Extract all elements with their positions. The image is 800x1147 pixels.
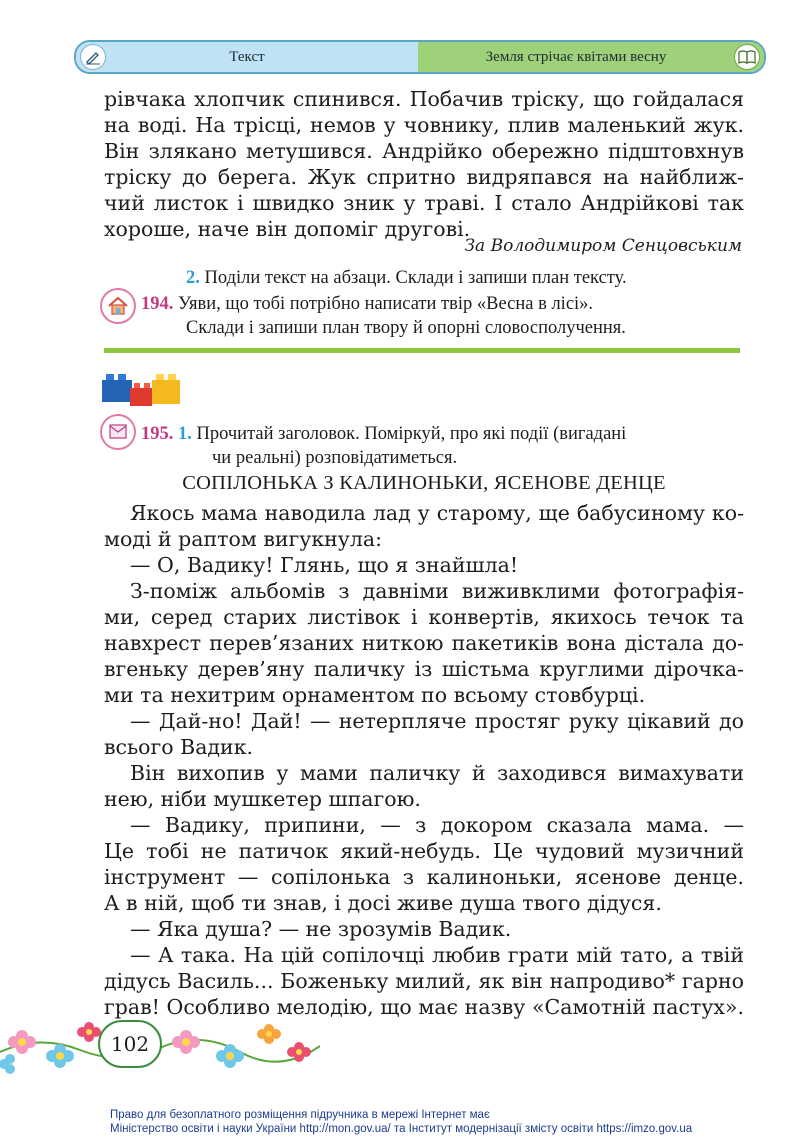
text-line: дідусь Василь... Боженьку милий, як він напродиво* гарно	[104, 969, 744, 993]
text-line: моді й раптом вигукнула:	[104, 527, 383, 551]
footer-line: Право для безоплатного розміщення підручника в мережі Інтернет має	[110, 1109, 490, 1121]
task-number: 2.	[186, 268, 200, 288]
text-line: А в ній, щоб ти знав, і досі живе душа твого дідуся.	[104, 891, 662, 915]
task-195-continued: чи реальні) розповідатиметься.	[212, 448, 458, 468]
page-number: 102	[98, 1020, 162, 1068]
task-195	[141, 422, 626, 446]
text-line: — О, Вадику! Глянь, що я знайшла!	[130, 553, 519, 577]
task-2	[186, 266, 627, 290]
text-line: ми, серед старих листівок і конвертів, якихось течок та	[104, 605, 744, 629]
read-task-icon	[100, 414, 136, 450]
task-subnumber: 1.	[178, 424, 192, 444]
header-section-text	[76, 42, 418, 72]
text-line: Він вихопив у мами паличку й заходився вимахувати	[130, 761, 744, 785]
text-line: хороше, наче він допоміг другові.	[104, 217, 471, 241]
text-line: З-поміж альбомів з давніми виживклими фотографія-	[130, 579, 744, 603]
text-line: Це тобі не патичок який-небудь. Це чудовий музичний	[104, 839, 744, 863]
text-line: — Вадику, припини, — з докором сказала мама. —	[130, 813, 744, 837]
task-text: Поділи текст на абзаци. Склади і запиши план тексту.	[204, 268, 627, 288]
footer-line: Міністерство освіти і науки України http://mon.gov.ua/ та Інститут модернізації змісту освіти https://imzo.gov.ua	[110, 1123, 693, 1135]
task-194	[141, 292, 593, 316]
text-line: Якось мама наводила лад у старому, ще бабусиному ко-	[130, 501, 744, 525]
story-title: СОПІЛОНЬКА З КАЛИНОНЬКИ, ЯСЕНОВЕ ДЕНЦЕ	[182, 472, 666, 494]
page-header	[74, 40, 766, 74]
text-line: на воді. На трісці, немов у човнику, плив маленький жук.	[104, 113, 744, 137]
text-line: навхрест перев’язаних ниткою пакетиків вона дістала до-	[104, 631, 744, 655]
home-task-icon	[100, 288, 136, 324]
footer-note	[110, 1108, 692, 1136]
text-line: — Дай-но! Дай! — нетерпляче простяг руку цікавий до	[130, 709, 744, 733]
task-194-continued: Склади і запиши план твору й опорні словосполучення.	[186, 318, 626, 338]
text-line: інструмент — сопілонька з калиноньки, ясенове денце.	[104, 865, 744, 889]
section-divider	[104, 348, 740, 353]
text-line: грав! Особливо мелодію, що має назву «Самотній пастух».	[104, 995, 744, 1019]
header-left-label: Текст	[229, 48, 265, 65]
text-line: вгеньку дерев’яну паличку із шістьма круглими дірочка-	[104, 657, 744, 681]
pencil-icon	[80, 44, 106, 70]
book-icon	[734, 44, 760, 70]
text-line: всього Вадик.	[104, 735, 254, 759]
text-line: — Яка душа? — не зрозумів Вадик.	[130, 917, 512, 941]
text-line: тріску до берега. Жук спритно видряпався на найближ-	[104, 165, 744, 189]
text-line: ми та нехитрим орнаментом по всьому стовбурці.	[104, 683, 646, 707]
text-line: нею, ніби мушкетер шпагою.	[104, 787, 421, 811]
task-number: 194.	[141, 294, 174, 314]
text-line: рівчака хлопчик спинився. Побачив тріску, що гойдалася	[104, 87, 744, 111]
building-blocks-icon	[100, 368, 184, 412]
header-right-label: Земля стрічає квітами весну	[485, 48, 667, 65]
attribution: За Володимиром Сенцовським	[464, 236, 742, 256]
text-line: чий листок і швидко зник у траві. І стало Андрійкові так	[104, 191, 744, 215]
header-section-theme	[418, 42, 764, 72]
text-line: Він злякано метушився. Андрійко обережно підштовхнув	[104, 139, 744, 163]
task-number: 195.	[141, 424, 174, 444]
text-line: — А така. На цій сопілочці любив грати мій тато, а твій	[130, 943, 744, 967]
task-text: Прочитай заголовок. Поміркуй, про які події (вигадані	[196, 424, 627, 444]
task-text: Уяви, що тобі потрібно написати твір «Весна в лісі».	[178, 294, 594, 314]
